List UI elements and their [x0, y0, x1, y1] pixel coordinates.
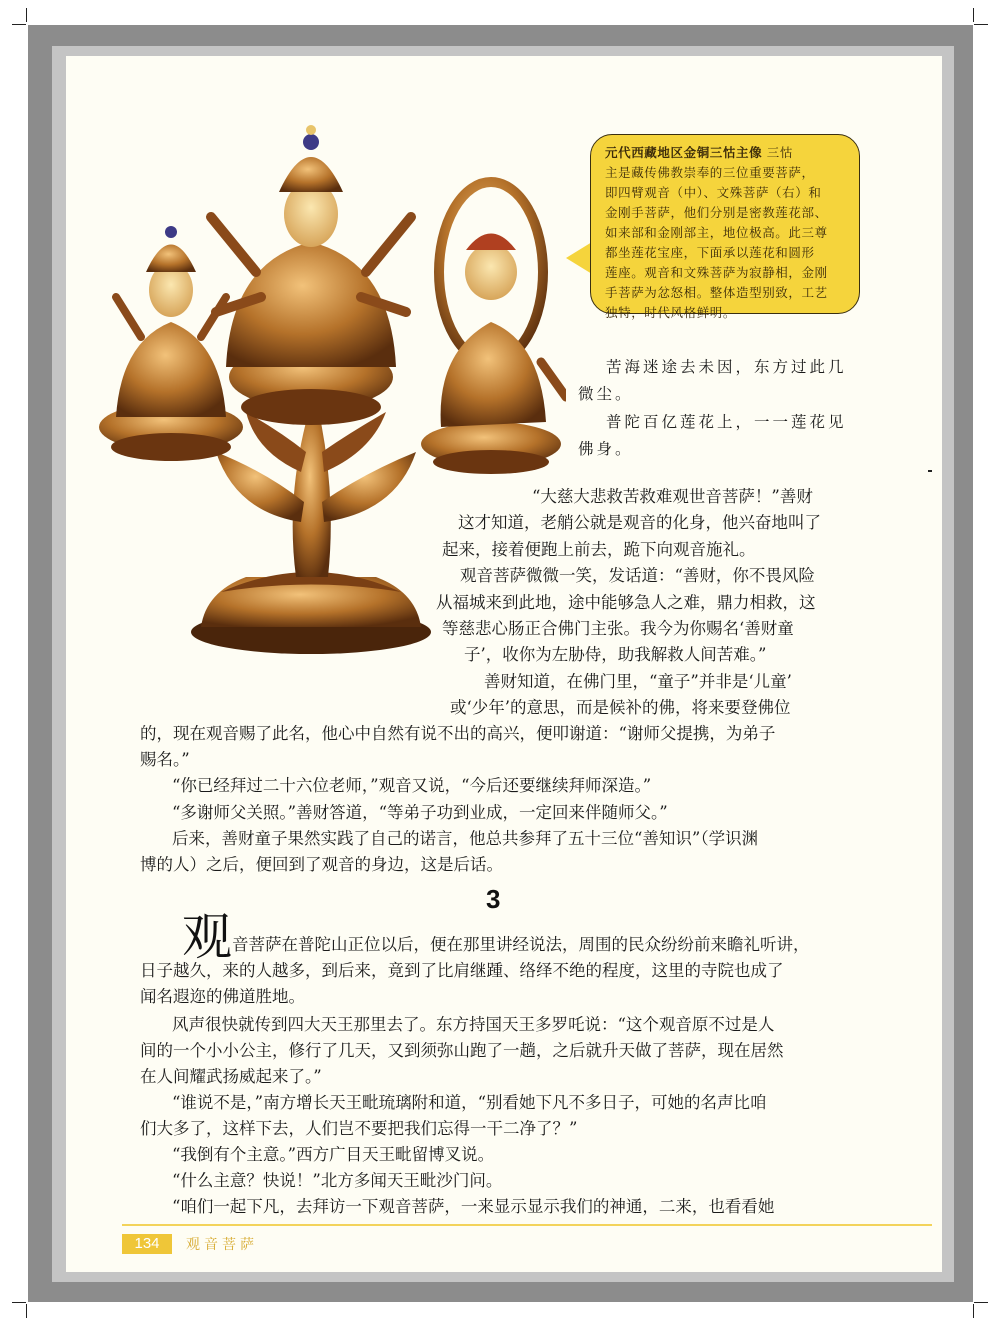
body-line: 或‘少年’的意思，而是候补的佛，将来要登佛位 [450, 698, 791, 717]
body-line: “多谢师父关照。”善财答道，“等弟子功到业成，一定回来伴随师父。” [172, 803, 668, 822]
crop-mark [974, 1302, 988, 1303]
body-line: 起来，接着便跑上前去，跪下向观音施礼。 [442, 540, 756, 559]
section-line: 音菩萨在普陀山正位以后，便在那里讲经说法，周围的民众纷纷前来瞻礼听讲， [232, 935, 810, 954]
caption-line: 独特，时代风格鲜明。 [605, 305, 737, 320]
crop-mark [12, 24, 26, 25]
section-line: 们大多了，这样下去，人们岂不要把我们忘得一干二净了？” [140, 1119, 578, 1138]
body-line: 观音菩萨微微一笑，发话道：“善财，你不畏风险 [460, 566, 815, 585]
caption-bubble-tail [566, 242, 592, 274]
crop-mark [973, 1304, 974, 1318]
caption-bubble [590, 134, 860, 320]
crop-mark [26, 1304, 27, 1318]
caption-line: 莲座。观音和文殊菩萨为寂静相，金刚 [605, 265, 828, 280]
section-line: “谁说不是，”南方增长天王毗琉璃附和道，“别看她下凡不多日子，可她的名声比咱 [172, 1093, 767, 1112]
section-line: “咱们一起下凡，去拜访一下观音菩萨，一来显示显示我们的神通，二来，也看看她 [172, 1197, 775, 1216]
caption-line: 都坐莲花宝座，下面承以莲花和圆形 [605, 245, 815, 260]
page-number: 134 [122, 1234, 172, 1254]
section-line: “什么主意？快说！”北方多闻天王毗沙门问。 [172, 1171, 503, 1190]
crop-mark [26, 8, 27, 22]
caption-line: 主是藏传佛教崇奉的三位重要菩萨， [605, 165, 815, 180]
poem-line: 普陀百亿莲花上，一一莲花见 [606, 413, 847, 431]
section-line: 间的一个小小公主，修行了几天，又到须弥山跑了一趟，之后就升天做了菩萨，现在居然 [140, 1041, 784, 1060]
caption-line: 手菩萨为忿怒相。整体造型别致，工艺 [605, 285, 828, 300]
section-number: 3 [486, 884, 501, 914]
section-line: “我倒有个主意。”西方广目天王毗留博叉说。 [172, 1145, 495, 1164]
body-line: “大慈大悲救苦救难观世音菩萨！”善财 [532, 487, 813, 506]
caption-line: 如来部和金刚部主，地位极高。此三尊 [605, 225, 828, 240]
body-line: “你已经拜过二十六位老师，”观音又说，“今后还要继续拜师深造。” [172, 776, 652, 795]
body-line: 从福城来到此地，途中能够急人之难，鼎力相救，这 [436, 593, 816, 612]
caption-line: 三怙 [766, 145, 793, 160]
crop-mark [974, 24, 988, 25]
running-title: 观音菩萨 [186, 1237, 258, 1253]
poem-line: 苦海迷途去未因，东方过此几 [606, 358, 847, 376]
crop-mark [12, 1302, 26, 1303]
body-line: 等慈悲心肠正合佛门主张。我今为你赐名‘善财童 [442, 619, 794, 638]
poem-line: 佛身。 [578, 440, 634, 458]
caption-title: 元代西藏地区金铜三怙主像 [605, 145, 763, 160]
section-line: 在人间耀武扬威起来了。” [140, 1067, 322, 1086]
body-line: 赐名。” [140, 750, 190, 769]
caption-line: 金刚手菩萨，他们分别是密教莲花部、 [605, 205, 828, 220]
body-line: 博的人）之后，便回到了观音的身边，这是后话。 [140, 855, 503, 874]
body-line: 的，现在观音赐了此名，他心中自然有说不出的高兴，便叩谢道：“谢师父提携，为弟子 [140, 724, 776, 743]
caption-line: 即四臂观音（中）、文殊菩萨（右）和 [605, 185, 822, 200]
body-line: 这才知道，老艄公就是观音的化身，他兴奋地叫了 [458, 513, 821, 532]
body-line: 子’，收你为左胁侍，助我解救人间苦难。” [464, 645, 767, 664]
section-line: 风声很快就传到四大天王那里去了。东方持国天王多罗吒说：“这个观音原不过是人 [172, 1015, 775, 1034]
poem-line: 微尘。 [578, 385, 634, 403]
section-line: 日子越久，来的人越多，到后来，竟到了比肩继踵、络绎不绝的程度，这里的寺院也成了 [140, 961, 784, 980]
body-line: 后来，善财童子果然实践了自己的诺言，他总共参拜了五十三位“善知识”（学识渊 [172, 829, 759, 848]
crop-mark [973, 8, 974, 22]
drop-cap: 观 [182, 908, 232, 966]
section-line: 闻名遐迩的佛道胜地。 [140, 987, 305, 1006]
edge-mark [928, 470, 932, 472]
footer-rule [122, 1224, 932, 1226]
body-line: 善财知道，在佛门里，“童子”并非是‘儿童’ [484, 672, 792, 691]
